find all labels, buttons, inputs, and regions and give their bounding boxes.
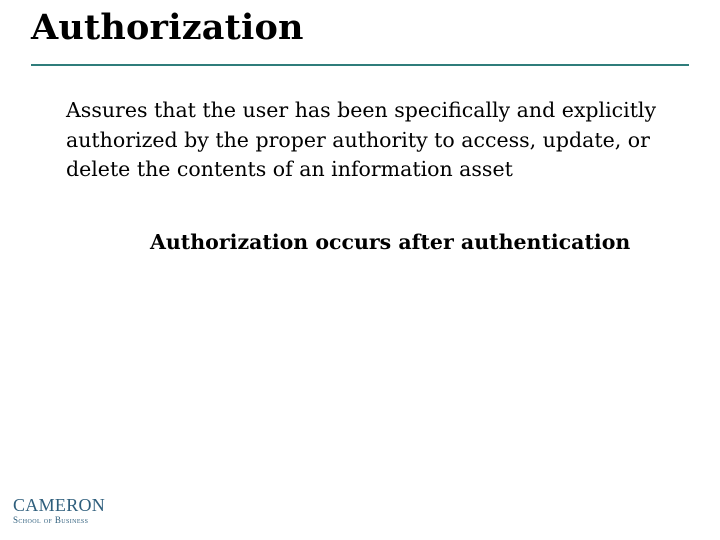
body-paragraph: Assures that the user has been specifically and explicitly authorized by the proper authority to access, update, or delete the contents of an information asset: [66, 98, 657, 181]
logo-name: CAMERON: [13, 495, 106, 515]
slide-title: Authorization: [31, 7, 304, 48]
title-divider: [31, 64, 689, 66]
cameron-logo: [13, 496, 105, 525]
logo-subtitle: School of Business: [13, 515, 89, 525]
emphasis-statement: Authorization occurs after authentication: [150, 230, 631, 254]
